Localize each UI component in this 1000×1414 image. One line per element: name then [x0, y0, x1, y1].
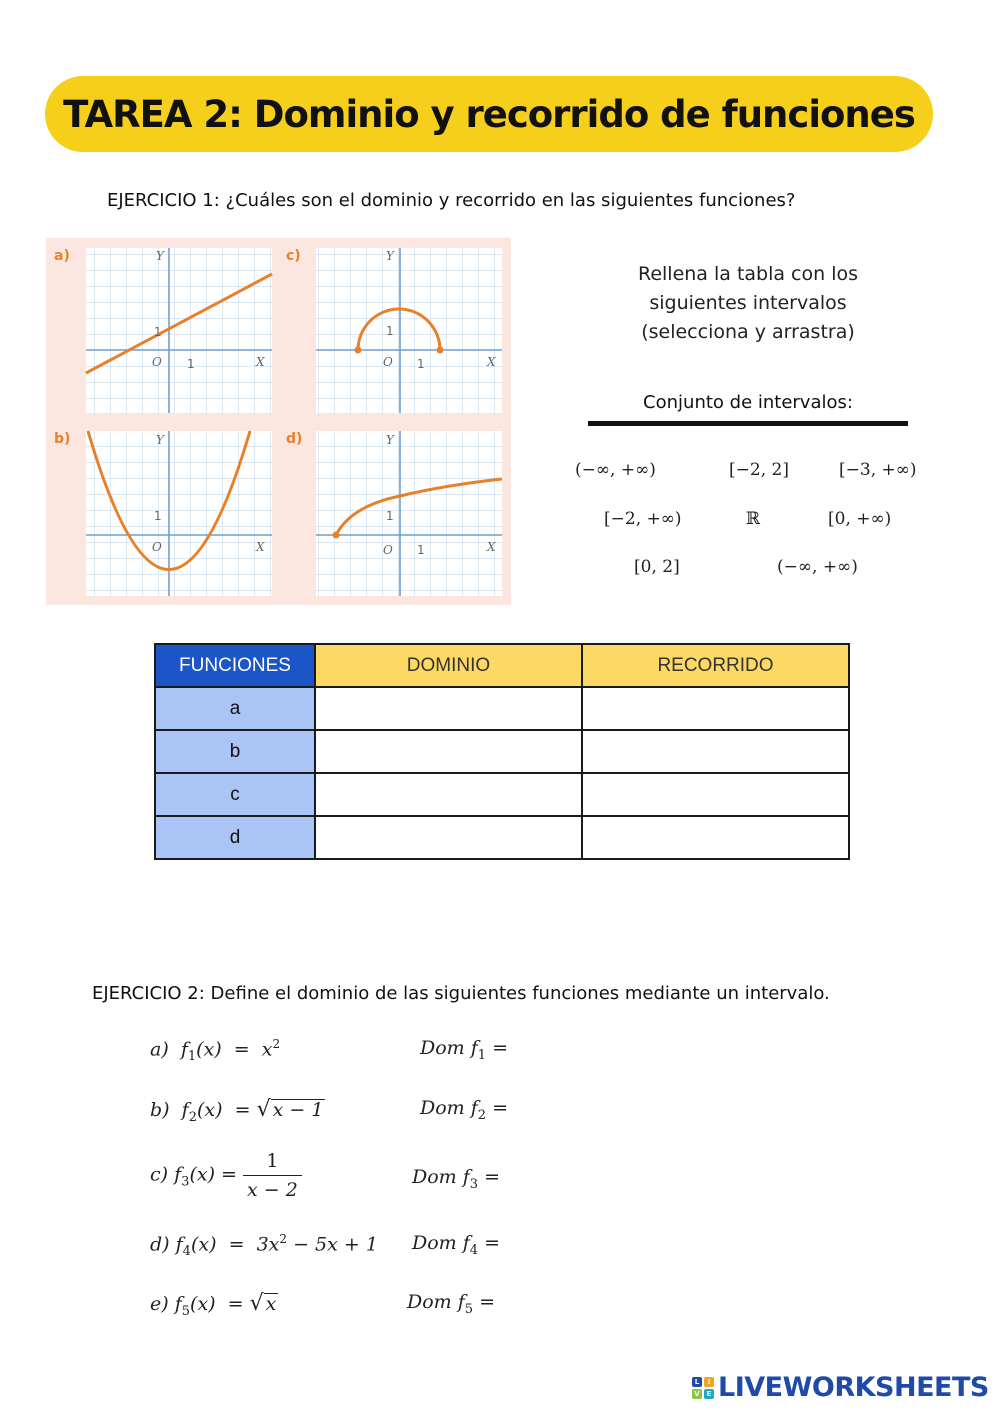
- header-domain: DOMINIO: [315, 644, 582, 687]
- graph-d: [286, 431, 502, 596]
- svg-text:Y: Y: [386, 433, 394, 447]
- graph-a-label: a): [54, 248, 70, 264]
- svg-text:1: 1: [187, 357, 195, 371]
- svg-text:1: 1: [386, 509, 394, 523]
- domain-drop-zone[interactable]: [315, 773, 582, 816]
- page-title: TAREA 2: Dominio y recorrido de funciones: [63, 92, 915, 136]
- svg-text:O: O: [152, 540, 162, 554]
- domain-d-prompt: Dom $f_4$ =: [412, 1232, 501, 1258]
- function-label: b: [155, 730, 315, 773]
- svg-text:X: X: [487, 540, 496, 554]
- graph-b-label: b): [54, 431, 71, 447]
- svg-text:X: X: [256, 355, 265, 369]
- svg-text:Y: Y: [386, 249, 394, 263]
- interval-chip[interactable]: [−2, +∞): [604, 509, 682, 529]
- graph-c: [286, 248, 502, 413]
- function-label: d: [155, 816, 315, 859]
- header-functions: FUNCIONES: [155, 644, 315, 687]
- domain-drop-zone[interactable]: [315, 816, 582, 859]
- svg-text:1: 1: [154, 509, 162, 523]
- svg-text:X: X: [487, 355, 496, 369]
- domain-b-prompt: Dom $f_2$ =: [420, 1097, 509, 1123]
- svg-text:O: O: [383, 543, 393, 557]
- exercise-2-heading: EJERCICIO 2: Define el dominio de las siguientes funciones mediante un intervalo.: [92, 983, 830, 1004]
- table-row: [155, 730, 849, 773]
- range-drop-zone[interactable]: [582, 773, 849, 816]
- svg-text:Y: Y: [156, 433, 164, 447]
- svg-text:1: 1: [417, 357, 425, 371]
- domain-e-prompt: Dom $f_5$ =: [407, 1291, 496, 1317]
- svg-text:1: 1: [386, 324, 394, 338]
- svg-text:X: X: [256, 540, 265, 554]
- table-row: [155, 816, 849, 859]
- function-a: a) $f_1(x) = x^2$: [150, 1037, 281, 1065]
- interval-set-label: Conjunto de intervalos:: [643, 392, 853, 413]
- range-drop-zone[interactable]: [582, 730, 849, 773]
- divider: [588, 421, 908, 426]
- graph-c-label: c): [286, 248, 301, 264]
- svg-text:O: O: [152, 355, 162, 369]
- function-graphs: [46, 238, 511, 605]
- domain-a-prompt: Dom $f_1$ =: [420, 1037, 509, 1063]
- title-banner: [45, 76, 933, 152]
- graph-b: [54, 431, 272, 596]
- range-drop-zone[interactable]: [582, 816, 849, 859]
- interval-chip[interactable]: [−3, +∞): [839, 460, 917, 480]
- instructions: Rellena la tabla con los siguientes intervalos (selecciona y arrastra): [637, 263, 859, 343]
- function-label: c: [155, 773, 315, 816]
- domain-range-table: [154, 643, 850, 860]
- interval-chip[interactable]: (−∞, +∞): [575, 460, 656, 480]
- header-range: RECORRIDO: [582, 644, 849, 687]
- interval-chip[interactable]: [0, +∞): [828, 509, 892, 529]
- exercise-1-heading: EJERCICIO 1: ¿Cuáles son el dominio y recorrido en las siguientes funciones?: [107, 190, 796, 211]
- svg-text:Y: Y: [156, 249, 164, 263]
- table-row: [155, 773, 849, 816]
- brand-logo: [692, 1372, 989, 1403]
- graph-a: [54, 248, 272, 413]
- interval-chip[interactable]: [0, 2]: [634, 557, 680, 577]
- interval-chip[interactable]: [−2, 2]: [729, 460, 789, 480]
- brand-name: LIVEWORKSHEETS: [718, 1372, 989, 1403]
- function-e: e) $f_5(x)$ = √ x: [150, 1291, 277, 1319]
- graph-d-label: d): [286, 431, 303, 447]
- svg-text:1: 1: [154, 325, 162, 339]
- interval-chip[interactable]: (−∞, +∞): [777, 557, 858, 577]
- svg-text:O: O: [383, 355, 393, 369]
- range-drop-zone[interactable]: [582, 687, 849, 730]
- function-label: a: [155, 687, 315, 730]
- domain-c-prompt: Dom $f_3$ =: [412, 1166, 501, 1192]
- function-c: c) $f_3(x)$ = $\frac{1}{x - 2}$: [150, 1150, 302, 1201]
- domain-drop-zone[interactable]: [315, 687, 582, 730]
- table-row: [155, 687, 849, 730]
- function-b: b) $f_2(x)$ = √ x − 1: [150, 1097, 324, 1125]
- liveworksheets-logo-icon: L I V E: [692, 1377, 714, 1399]
- svg-text:1: 1: [417, 543, 425, 557]
- interval-chip[interactable]: ℝ: [746, 509, 761, 529]
- domain-drop-zone[interactable]: [315, 730, 582, 773]
- function-d: d) $f_4(x) = 3x^2 - 5x + 1$: [150, 1232, 378, 1260]
